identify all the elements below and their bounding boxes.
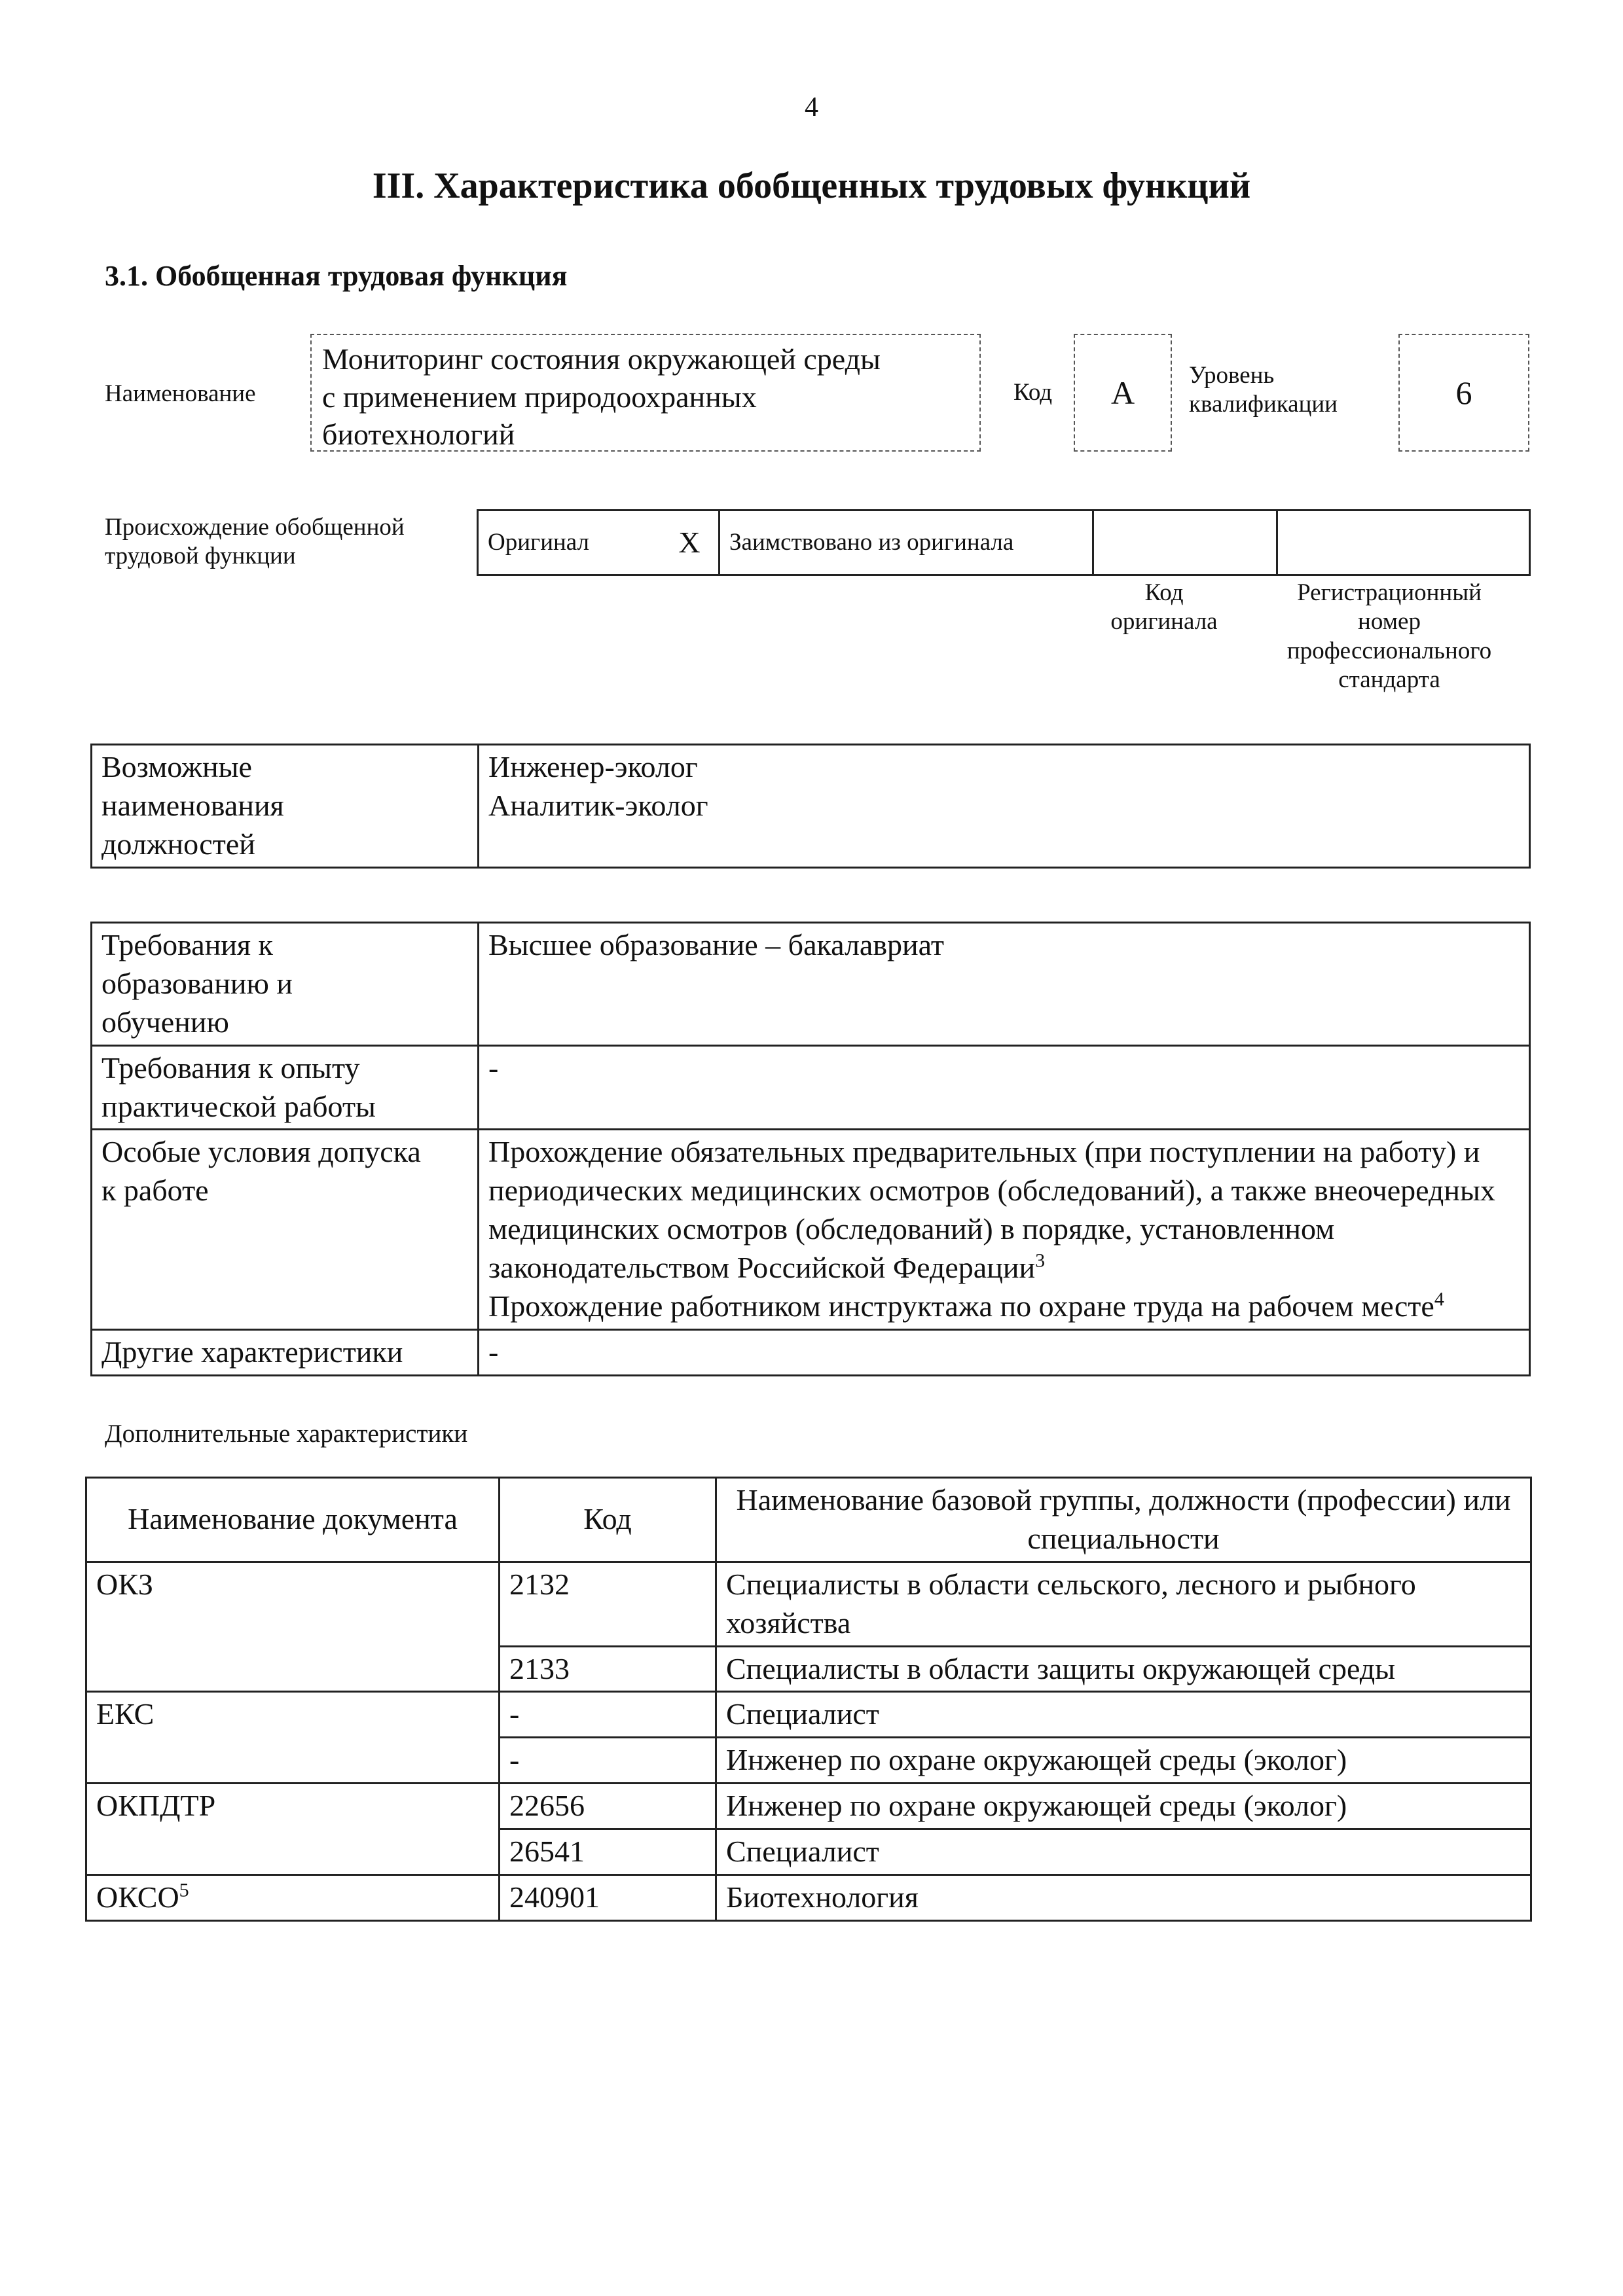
table-row	[86, 1784, 1531, 1829]
function-name-line: Мониторинг состояния окружающей среды	[322, 342, 881, 376]
page-number: 4	[805, 92, 818, 122]
additional-title: Дополнительные характеристики	[105, 1420, 468, 1448]
requirements-table	[90, 922, 1531, 1376]
positions-label-line: Возможные	[101, 750, 252, 783]
experience-label-line: Требования к опыту	[101, 1050, 360, 1085]
qualification-level-label	[1189, 361, 1338, 420]
conditions-label-line: к работе	[101, 1174, 209, 1208]
origin-label-line: Происхождение обобщенной	[105, 514, 405, 541]
code-cell: 240901	[500, 1874, 716, 1920]
subsection-title: 3.1. Обобщенная трудовая функция	[105, 260, 568, 292]
name-cell: Специалист	[716, 1692, 1531, 1738]
function-name-line: биотехнологий	[322, 418, 515, 451]
other-value: -	[479, 1329, 1530, 1375]
function-name-line: с применением природоохранных	[322, 380, 757, 414]
document-name: ОКСО	[96, 1880, 179, 1914]
document-name: ОКПДТР	[96, 1789, 216, 1823]
positions-label-line: должностей	[101, 827, 255, 861]
positions-label	[92, 745, 479, 868]
document-cell	[86, 1784, 500, 1875]
conditions-item-text: Прохождение работником инструктажа по охране труда на рабочем месте	[488, 1289, 1434, 1323]
document-cell	[86, 1692, 500, 1784]
name-cell: Специалист	[716, 1829, 1531, 1875]
header-name: Наименование базовой группы, должности (профессии) или специальности	[716, 1478, 1531, 1562]
document-name: ЕКС	[96, 1697, 155, 1731]
name-cell: Инженер по охране окружающей среды (эколог)	[716, 1738, 1531, 1784]
table-row	[86, 1874, 1531, 1920]
position-item: Инженер-эколог	[488, 750, 698, 783]
section-title: III. Характеристика обобщенных трудовых функций	[372, 166, 1251, 206]
origin-reg-number-cell	[1277, 511, 1530, 575]
code-cell: 26541	[500, 1829, 716, 1875]
experience-label	[92, 1045, 479, 1130]
document-name: ОКЗ	[96, 1567, 153, 1601]
other-label: Другие характеристики	[92, 1329, 479, 1375]
position-item: Аналитик-эколог	[488, 788, 708, 822]
document-cell	[86, 1562, 500, 1692]
footnote-ref: 4	[1434, 1288, 1444, 1310]
name-cell: Специалисты в области сельского, лесного и рыбного хозяйства	[716, 1562, 1531, 1646]
table-row	[86, 1692, 1531, 1738]
code-cell: 22656	[500, 1784, 716, 1829]
origin-reg-caption-line: Регистрационный	[1297, 579, 1482, 606]
origin-borrowed-label: Заимствовано из оригинала	[720, 511, 1093, 575]
education-label-line: Требования к	[101, 928, 273, 961]
header-document: Наименование документа	[86, 1478, 500, 1562]
education-label-line: обучению	[101, 1005, 229, 1039]
positions-values	[479, 745, 1530, 868]
origin-reg-caption-line: номер	[1358, 608, 1421, 636]
qualification-level-label-line: квалификации	[1189, 391, 1338, 418]
additional-table	[85, 1477, 1532, 1922]
conditions-item-text: Прохождение обязательных предварительных (при поступлении на работу) и периодических медицинских осмотров (обследований), а также внеочередных медицинских осмотров (обследований) в порядке, установленном законодательством Российской Федерации	[488, 1135, 1495, 1284]
code-cell: -	[500, 1692, 716, 1738]
code-cell: 2133	[500, 1646, 716, 1692]
qualification-level-value: 6	[1455, 374, 1472, 411]
origin-table	[477, 509, 1531, 576]
name-cell: Инженер по охране окружающей среды (эколог)	[716, 1784, 1531, 1829]
function-name-box	[310, 334, 981, 452]
origin-reg-caption-line: профессионального	[1286, 637, 1492, 664]
origin-code-caption	[1080, 579, 1248, 637]
origin-label	[105, 513, 405, 571]
function-name-label: Наименование	[105, 380, 256, 407]
origin-code-cell	[1093, 511, 1277, 575]
additional-table-body	[86, 1562, 1531, 1920]
education-value: Высшее образование – бакалавриат	[479, 923, 1530, 1046]
header-code: Код	[500, 1478, 716, 1562]
footnote-ref: 3	[1035, 1249, 1046, 1272]
qualification-level-label-line: Уровень	[1189, 362, 1275, 389]
conditions-label	[92, 1130, 479, 1329]
experience-value: -	[479, 1045, 1530, 1130]
table-row	[86, 1562, 1531, 1646]
footnote-ref: 5	[179, 1879, 189, 1901]
function-code-value: A	[1110, 374, 1135, 411]
positions-label-line: наименования	[101, 788, 284, 822]
origin-original-mark: X	[661, 511, 720, 575]
origin-reg-caption-line: стандарта	[1338, 666, 1440, 694]
conditions-label-line: Особые условия допуска	[101, 1135, 421, 1169]
education-label-line: образованию и	[101, 966, 293, 1000]
conditions-value	[479, 1130, 1530, 1329]
origin-label-line: трудовой функции	[105, 543, 296, 570]
origin-reg-caption	[1248, 579, 1531, 695]
code-cell: -	[500, 1738, 716, 1784]
function-code-label: Код	[1013, 379, 1053, 406]
document-cell	[86, 1874, 500, 1920]
name-cell: Биотехнология	[716, 1874, 1531, 1920]
origin-code-caption-line: оригинала	[1110, 608, 1218, 636]
experience-label-line: практической работы	[101, 1089, 376, 1123]
origin-original-label: Оригинал	[478, 511, 661, 575]
conditions-item	[488, 1133, 1520, 1287]
positions-table	[90, 744, 1531, 869]
education-label	[92, 923, 479, 1046]
function-code-box	[1074, 334, 1172, 452]
code-cell: 2132	[500, 1562, 716, 1646]
name-cell: Специалисты в области защиты окружающей среды	[716, 1646, 1531, 1692]
qualification-level-box	[1398, 334, 1529, 452]
origin-code-caption-line: Код	[1144, 579, 1184, 606]
conditions-item	[488, 1287, 1520, 1326]
